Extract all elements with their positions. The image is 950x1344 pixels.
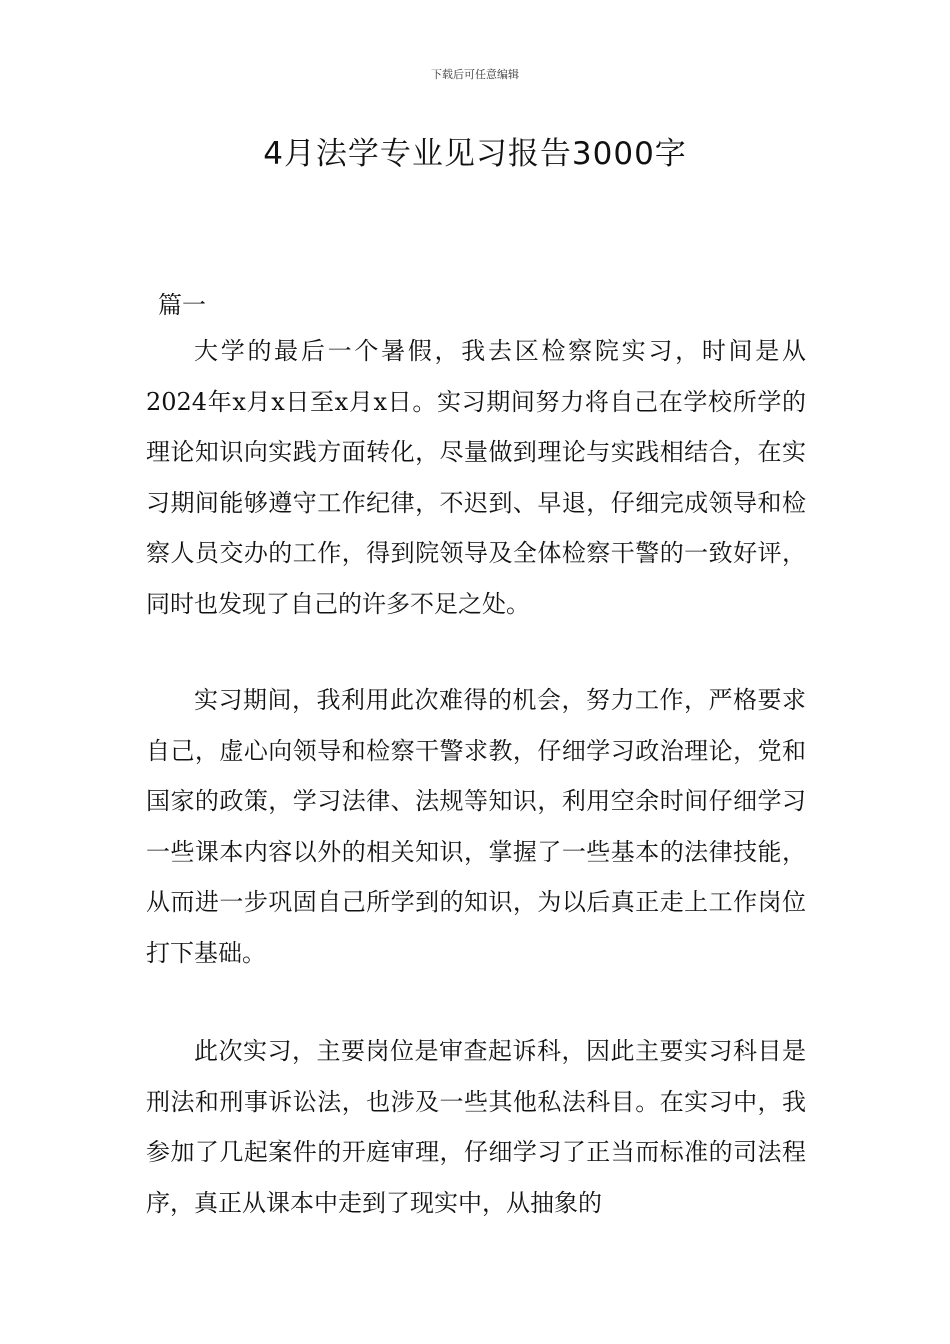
paragraph-2: 实习期间，我利用此次难得的机会，努力工作，严格要求自己，虚心向领导和检察干警求教，仔细学习政治理论，党和国家的政策，学习法律、法规等知识，利用空余时间仔细学习一些课本内容以外的相关知识，掌握了一些基本的法律技能，从而进一步巩固自己所学到的知识，为以后真正走上工作岗位打下基础。	[146, 686, 806, 967]
paragraph-1: 大学的最后一个暑假，我去区检察院实习，时间是从2024年x月x日至x月x日。实习期间努力将自己在学校所学的理论知识向实践方面转化，尽量做到理论与实践相结合，在实习期间能够遵守工作纪律，不迟到、早退，仔细完成领导和检察人员交办的工作，得到院领导及全体检察干警的一致好评，同时也发现了自己的许多不足之处。	[146, 337, 806, 618]
document-title: 4月法学专业见习报告3000字	[263, 136, 687, 172]
section-label: 篇一	[158, 291, 206, 319]
paragraph-3: 此次实习，主要岗位是审查起诉科，因此主要实习科目是刑法和刑事诉讼法，也涉及一些其他私法科目。在实习中，我参加了几起案件的开庭审理，仔细学习了正当而标准的司法程序，真正从课本中走到了现实中，从抽象的	[146, 1037, 806, 1217]
header-note: 下载后可任意编辑	[431, 68, 519, 81]
